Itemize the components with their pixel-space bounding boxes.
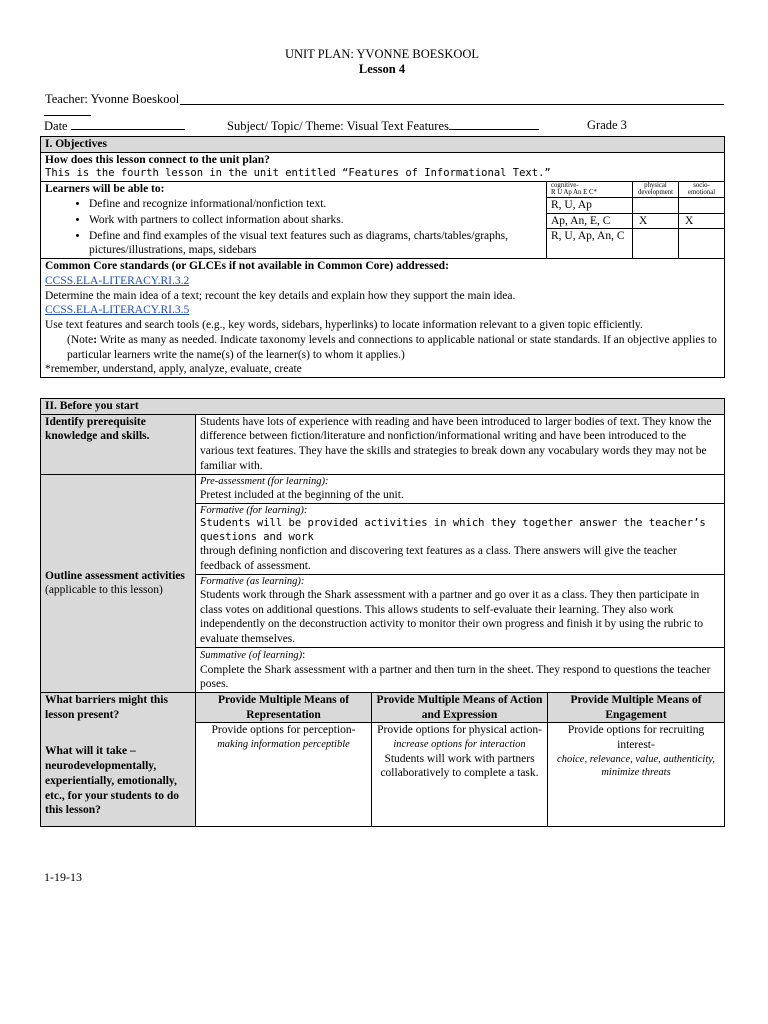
- before-you-start-table: [40, 398, 725, 827]
- objective-3-physical: [633, 229, 679, 259]
- ccss-ri-3-2-text: Determine the main idea of a text; recount the key details and explain how they support the main idea.: [45, 289, 516, 302]
- objective-2-physical: X: [633, 213, 679, 229]
- teacher-blank: [180, 91, 724, 105]
- prereq-text: Students have lots of experience with reading and have been introduced to larger bodies of text. They know the difference between fiction/literature and nonfiction/informational writing and have been introduced to the various text features. They have the skills and strategies to break down any vocabulary words they may not be familiar with.: [196, 414, 725, 474]
- learners-label: Learners will be able to:: [41, 181, 547, 197]
- grade-label: Grade 3: [587, 118, 627, 132]
- objective-1-cognitive: R, U, Ap: [547, 197, 633, 213]
- objectives-heading: I. Objectives: [41, 137, 725, 153]
- udl-representation-cell: [196, 723, 372, 827]
- teacher-label: Teacher: Yvonne Boeskool: [45, 92, 180, 106]
- barriers-label: What barriers might this lesson present?: [45, 693, 168, 721]
- udl-engagement-header: Provide Multiple Means of Engagement: [548, 692, 725, 722]
- ccss-ri-3-5-link[interactable]: CCSS.ELA-LITERACY.RI.3.5: [45, 304, 190, 317]
- date-label: Date: [44, 119, 68, 133]
- assessment-label: Outline assessment activities: [45, 569, 185, 582]
- barriers-cell: [41, 692, 196, 826]
- standards-heading: Common Core standards (or GLCEs if not available in Common Core) addressed:: [45, 260, 449, 273]
- assessment-label-cell: [41, 474, 196, 692]
- objective-1-physical: [633, 197, 679, 213]
- before-heading: II. Before you start: [41, 399, 725, 415]
- udl-action-text: Provide options for physical action-: [377, 724, 542, 737]
- objective-3: • Define and find examples of the visual text features such as diagrams, charts/tables/graphs, pictures/illustrations, maps, sidebars: [89, 229, 542, 258]
- pre-assessment-label: Pre-assessment (for learning):: [200, 475, 329, 487]
- objective-3-cell: [41, 229, 547, 259]
- prereq-label: Identify prerequisite knowledge and skills.: [41, 414, 196, 474]
- lesson-number: Lesson 4: [358, 62, 406, 76]
- note-colon: :: [93, 333, 98, 346]
- unit-plan-title: UNIT PLAN: YVONNE BOESKOOL: [284, 47, 480, 61]
- objective-1: • Define and recognize informational/nonfiction text.: [89, 197, 542, 212]
- objective-1-cell: [41, 197, 547, 213]
- note-paragraph: [45, 333, 720, 362]
- udl-action-italic: increase options for interaction: [393, 739, 526, 751]
- summative-colon: :: [302, 648, 306, 661]
- udl-representation-header: Provide Multiple Means of Representation: [196, 692, 372, 722]
- assessment-sublabel: (applicable to this lesson): [45, 584, 163, 597]
- udl-representation-text: Provide options for perception-: [211, 724, 356, 737]
- what-will-it-take-label: What will it take – neurodevelopmentally, experientially, emotionally, etc., for your students to do this lesson?: [45, 745, 180, 817]
- formative-for-handwritten: Students will be provided activities in which they together answer the teacher’s questions and work: [200, 517, 706, 543]
- subject-field: [227, 117, 539, 134]
- udl-representation-italic: making information perceptible: [217, 739, 350, 751]
- udl-engagement-cell: [548, 723, 725, 827]
- summative-label: Summative (of learning): [200, 649, 303, 661]
- objective-1-socio: [679, 197, 725, 213]
- formative-as-cell: [196, 574, 725, 647]
- objective-2-socio: X: [679, 213, 725, 229]
- formative-as-label: Formative (as learning):: [200, 575, 305, 587]
- note-prefix: (Note: [67, 333, 94, 346]
- objective-3-socio: [679, 229, 725, 259]
- date-field: [44, 117, 185, 134]
- objective-2: • Work with partners to collect information about sharks.: [89, 213, 542, 228]
- objective-2-cell: [41, 213, 547, 229]
- formative-for-text: through defining nonfiction and discovering text features as a class. There answers will give the teacher feedback of assessment.: [200, 545, 677, 572]
- pre-assessment-cell: [196, 474, 725, 503]
- standards-cell: [41, 259, 725, 378]
- udl-engagement-italic: choice, relevance, value, authenticity, minimize threats: [557, 753, 715, 779]
- formative-as-text: Students work through the Shark assessment with a partner and go over it as a class. They then participate in class votes on additional questions. This allows students to self-evaluate their learning. They also work independently on the deconstruction activity to monitor their own progress and finish it by using the rubric to evaluate themselves.: [200, 588, 704, 646]
- udl-action-extra: Students will work with partners collaboratively to complete a task.: [380, 752, 539, 780]
- date-top-blank: [44, 105, 91, 116]
- note-text: Write as many as needed. Indicate taxonomy levels and connections to applicable national or state standards. If an objective applies to particular learners write the name(s) of the learner(s) to whom it applies.): [67, 333, 717, 361]
- summative-cell: [196, 647, 725, 692]
- udl-action-cell: [372, 723, 548, 827]
- objectives-table: [40, 136, 725, 378]
- formative-for-label: Formative (for learning):: [200, 504, 308, 516]
- footer-date: 1-19-13: [44, 870, 82, 884]
- subject-label: Subject/ Topic/ Theme: Visual Text Features: [227, 119, 449, 133]
- ccss-ri-3-5-text: Use text features and search tools (e.g., key words, sidebars, hyperlinks) to locate information relevant to a given topic efficiently.: [45, 319, 643, 332]
- taxonomy-footnote: *remember, understand, apply, analyze, evaluate, create: [45, 363, 302, 376]
- unit-connection-question: How does this lesson connect to the unit plan?: [45, 153, 270, 166]
- date-blank: [71, 117, 185, 130]
- objective-3-cognitive: R, U, Ap, An, C: [547, 229, 633, 259]
- unit-connection-cell: [41, 152, 725, 181]
- objective-2-cognitive: Ap, An, E, C: [547, 213, 633, 229]
- col-physical-header: physical development: [633, 181, 679, 197]
- col-socio-header: socio-emotional: [679, 181, 725, 197]
- ccss-ri-3-2-link[interactable]: CCSS.ELA-LITERACY.RI.3.2: [45, 274, 190, 287]
- udl-action-header: Provide Multiple Means of Action and Expression: [372, 692, 548, 722]
- subject-blank: [449, 117, 539, 130]
- date-subject-grade-line: [44, 104, 724, 136]
- pre-assessment-text: Pretest included at the beginning of the unit.: [200, 489, 404, 502]
- formative-for-cell: [196, 503, 725, 574]
- summative-text: Complete the Shark assessment with a partner and then turn in the sheet. They respond to questions the teacher poses.: [200, 663, 711, 691]
- udl-engagement-text: Provide options for recruiting interest-: [567, 724, 705, 752]
- unit-connection-answer: This is the fourth lesson in the unit entitled “Features of Informational Text.”: [45, 167, 551, 180]
- col-cognitive-header: cognitive- R U Ap An E C*: [547, 181, 633, 197]
